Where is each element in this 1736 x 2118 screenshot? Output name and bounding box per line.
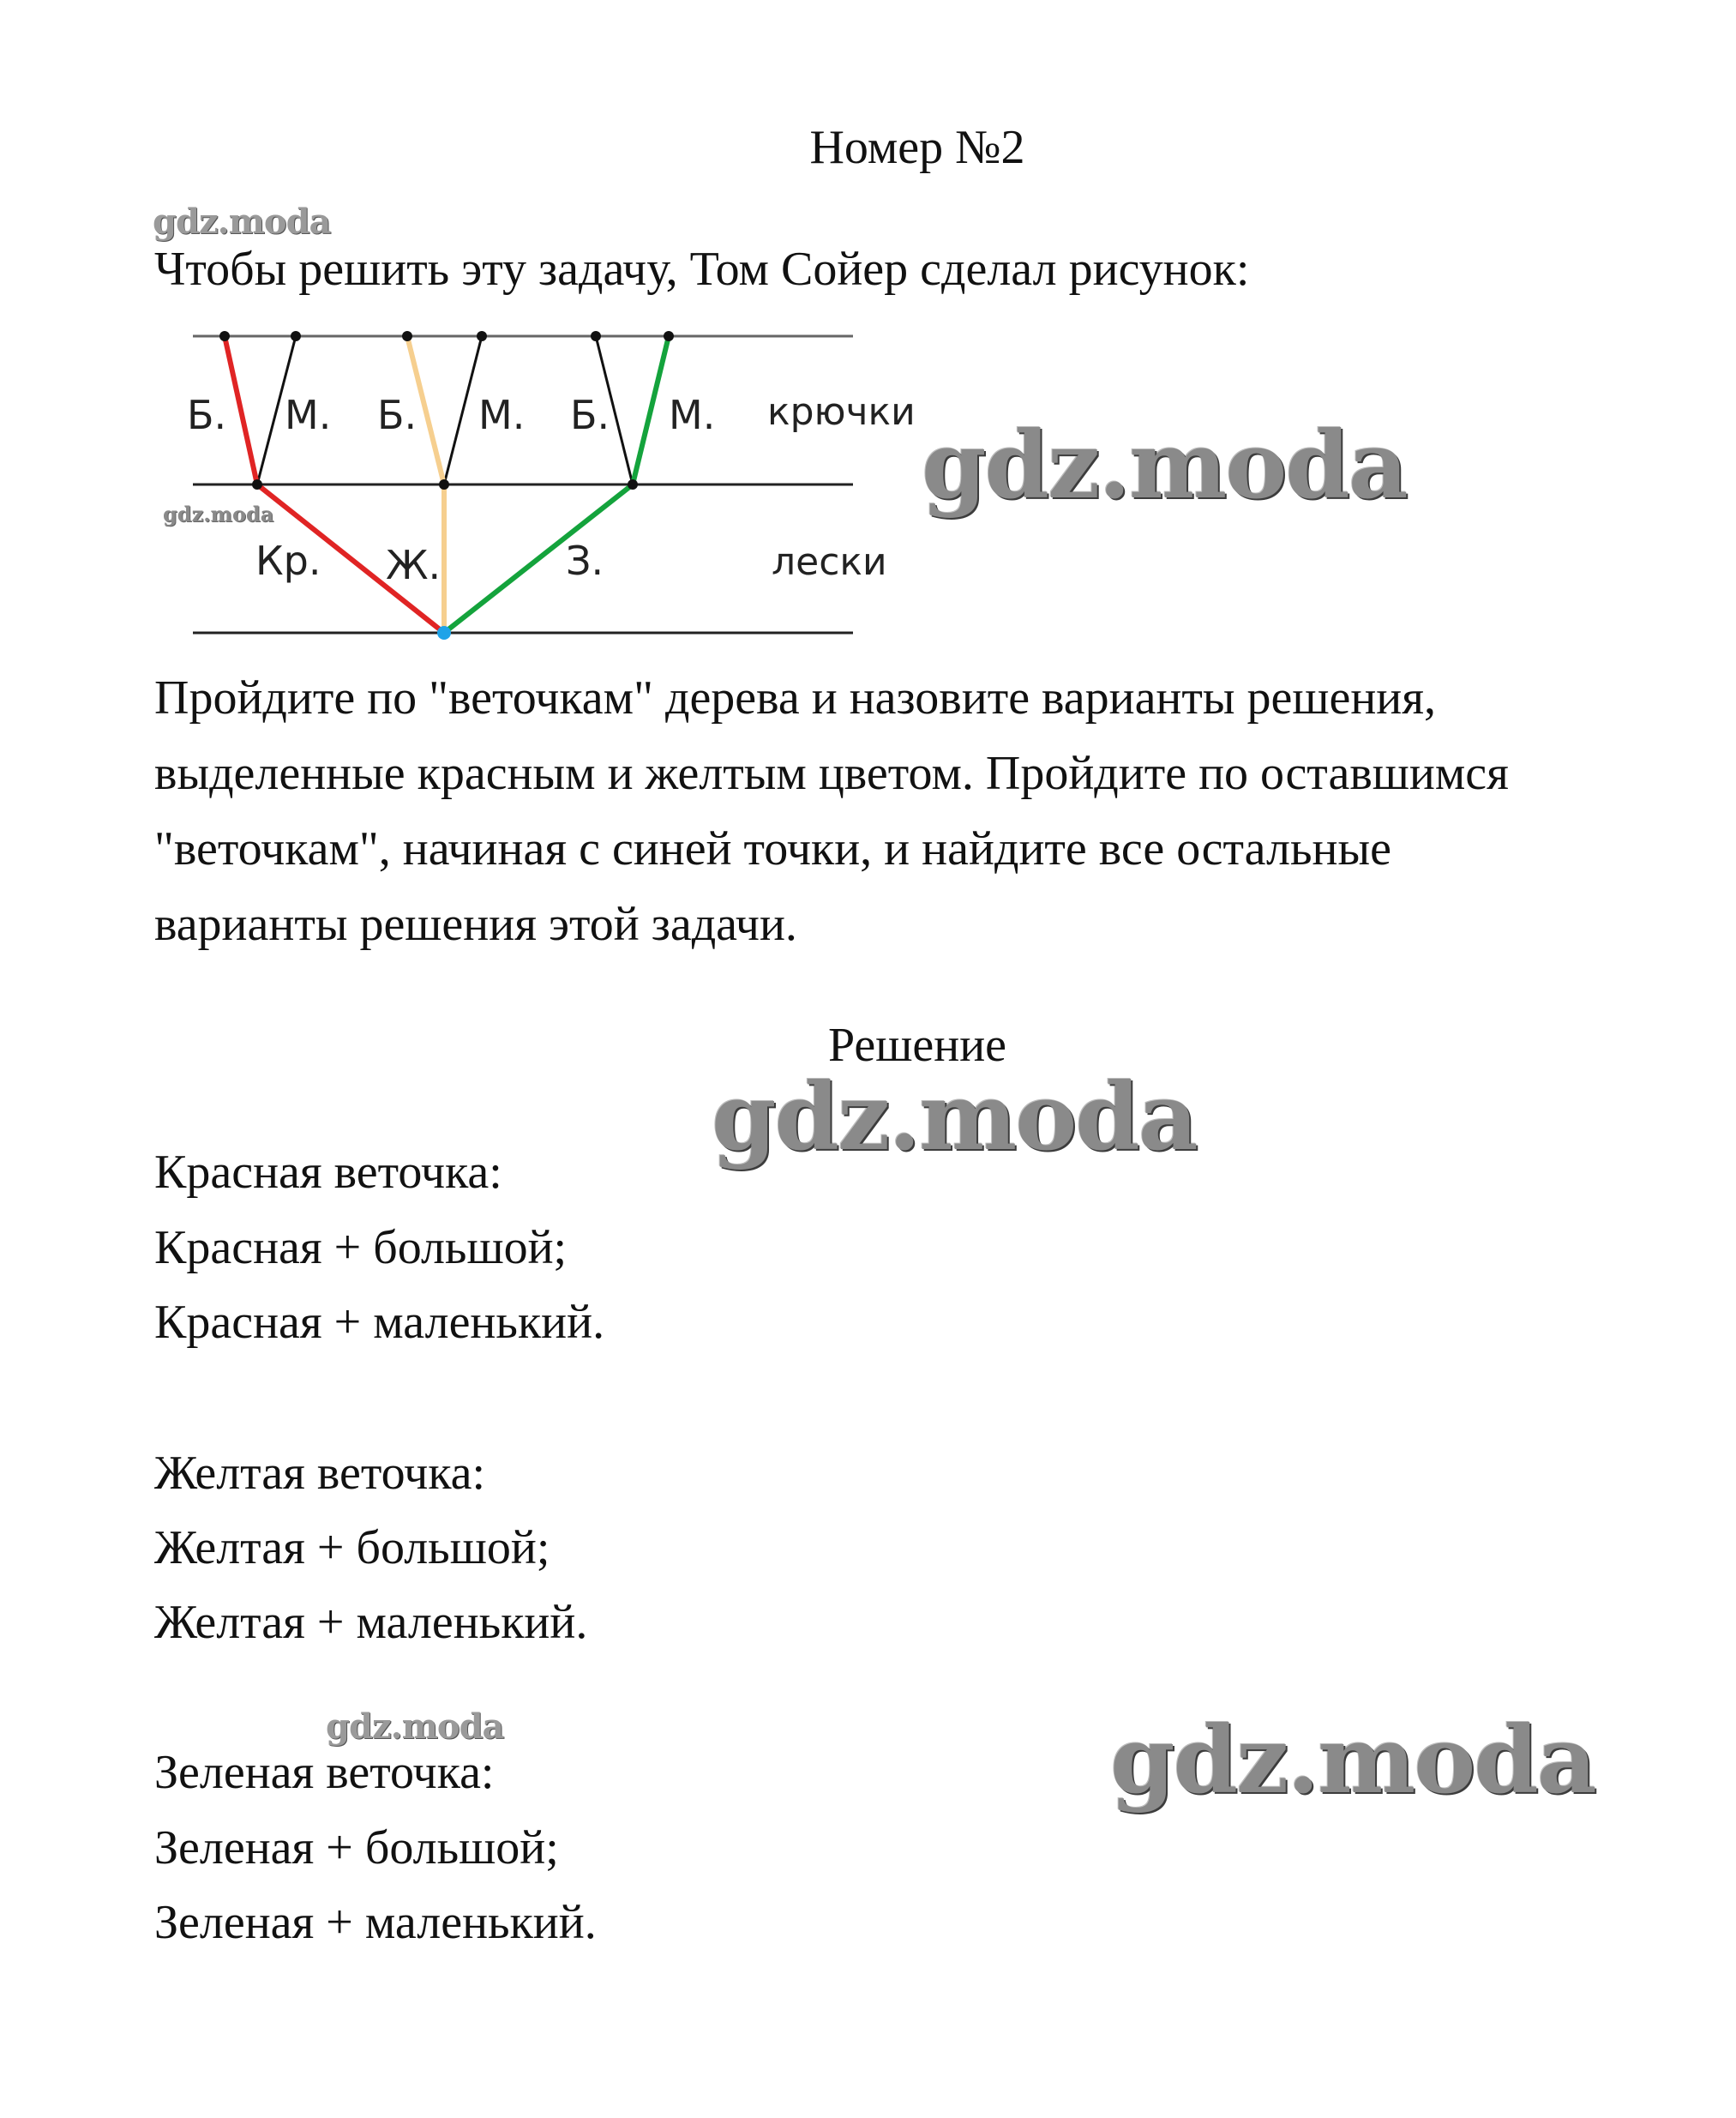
paragraph-line-3: "веточкам", начиная с синей точки, и найдите все остальные bbox=[154, 822, 1391, 875]
tree-diagram bbox=[0, 309, 943, 652]
node-root-blue bbox=[437, 626, 451, 640]
solution-heading: Решение bbox=[827, 1019, 1007, 1072]
branch-red-top bbox=[225, 336, 257, 484]
node-top-5 bbox=[591, 331, 601, 341]
instruction-paragraph bbox=[154, 660, 1663, 962]
line-label-green: З. bbox=[566, 538, 604, 584]
red-branch-line-2: Красная + маленький. bbox=[154, 1296, 605, 1349]
node-mid-2 bbox=[439, 479, 449, 490]
red-branch-line-1: Красная + большой; bbox=[154, 1221, 568, 1274]
line-label-red: Кр. bbox=[255, 538, 321, 584]
paragraph-line-2: выделенные красным и желтым цветом. Пройдите по оставшимся bbox=[154, 747, 1509, 800]
watermark-small: gdz.moda bbox=[153, 202, 331, 242]
watermark-tiny: gdz.moda bbox=[163, 502, 274, 526]
node-top-4 bbox=[477, 331, 487, 341]
red-branch-title: Красная веточка: bbox=[154, 1146, 502, 1199]
paragraph-line-4: варианты решения этой задачи. bbox=[154, 898, 797, 951]
watermark-large-1: gdz.moda bbox=[922, 412, 1407, 520]
hook-label-1: Б. bbox=[187, 392, 227, 438]
watermark-small-2: gdz.moda bbox=[326, 1706, 504, 1747]
hooks-row-label: крючки bbox=[767, 390, 916, 434]
line-label-yellow: Ж. bbox=[386, 542, 442, 588]
yellow-branch-line-1: Желтая + большой; bbox=[154, 1521, 550, 1574]
hook-label-3: Б. bbox=[377, 392, 417, 438]
node-top-6 bbox=[664, 331, 674, 341]
yellow-branch-title: Желтая веточка: bbox=[154, 1447, 486, 1500]
intro-text: Чтобы решить эту задачу, Том Сойер сделал рисунок: bbox=[154, 243, 1250, 296]
hook-label-6: М. bbox=[669, 392, 716, 438]
green-branch-line-2: Зеленая + маленький. bbox=[154, 1896, 597, 1949]
page-title: Номер №2 bbox=[809, 121, 1025, 174]
lines-row-label: лески bbox=[772, 540, 887, 584]
node-top-3 bbox=[402, 331, 412, 341]
paragraph-line-1: Пройдите по "веточкам" дерева и назовите варианты решения, bbox=[154, 671, 1437, 725]
branch-black-2 bbox=[444, 336, 482, 484]
watermark-large-3: gdz.moda bbox=[1110, 1706, 1595, 1814]
yellow-branch-line-2: Желтая + маленький. bbox=[154, 1596, 588, 1649]
hook-label-5: Б. bbox=[570, 392, 610, 438]
branch-green-top bbox=[633, 336, 669, 484]
hook-label-4: М. bbox=[478, 392, 526, 438]
node-mid-1 bbox=[252, 479, 262, 490]
green-branch-title: Зеленая веточка: bbox=[154, 1746, 495, 1799]
hook-label-2: М. bbox=[285, 392, 332, 438]
node-top-1 bbox=[219, 331, 230, 341]
node-top-2 bbox=[291, 331, 301, 341]
node-mid-3 bbox=[628, 479, 638, 490]
green-branch-line-1: Зеленая + большой; bbox=[154, 1821, 559, 1874]
watermark-large-2: gdz.moda bbox=[712, 1063, 1197, 1171]
branch-green-bottom bbox=[444, 484, 633, 633]
